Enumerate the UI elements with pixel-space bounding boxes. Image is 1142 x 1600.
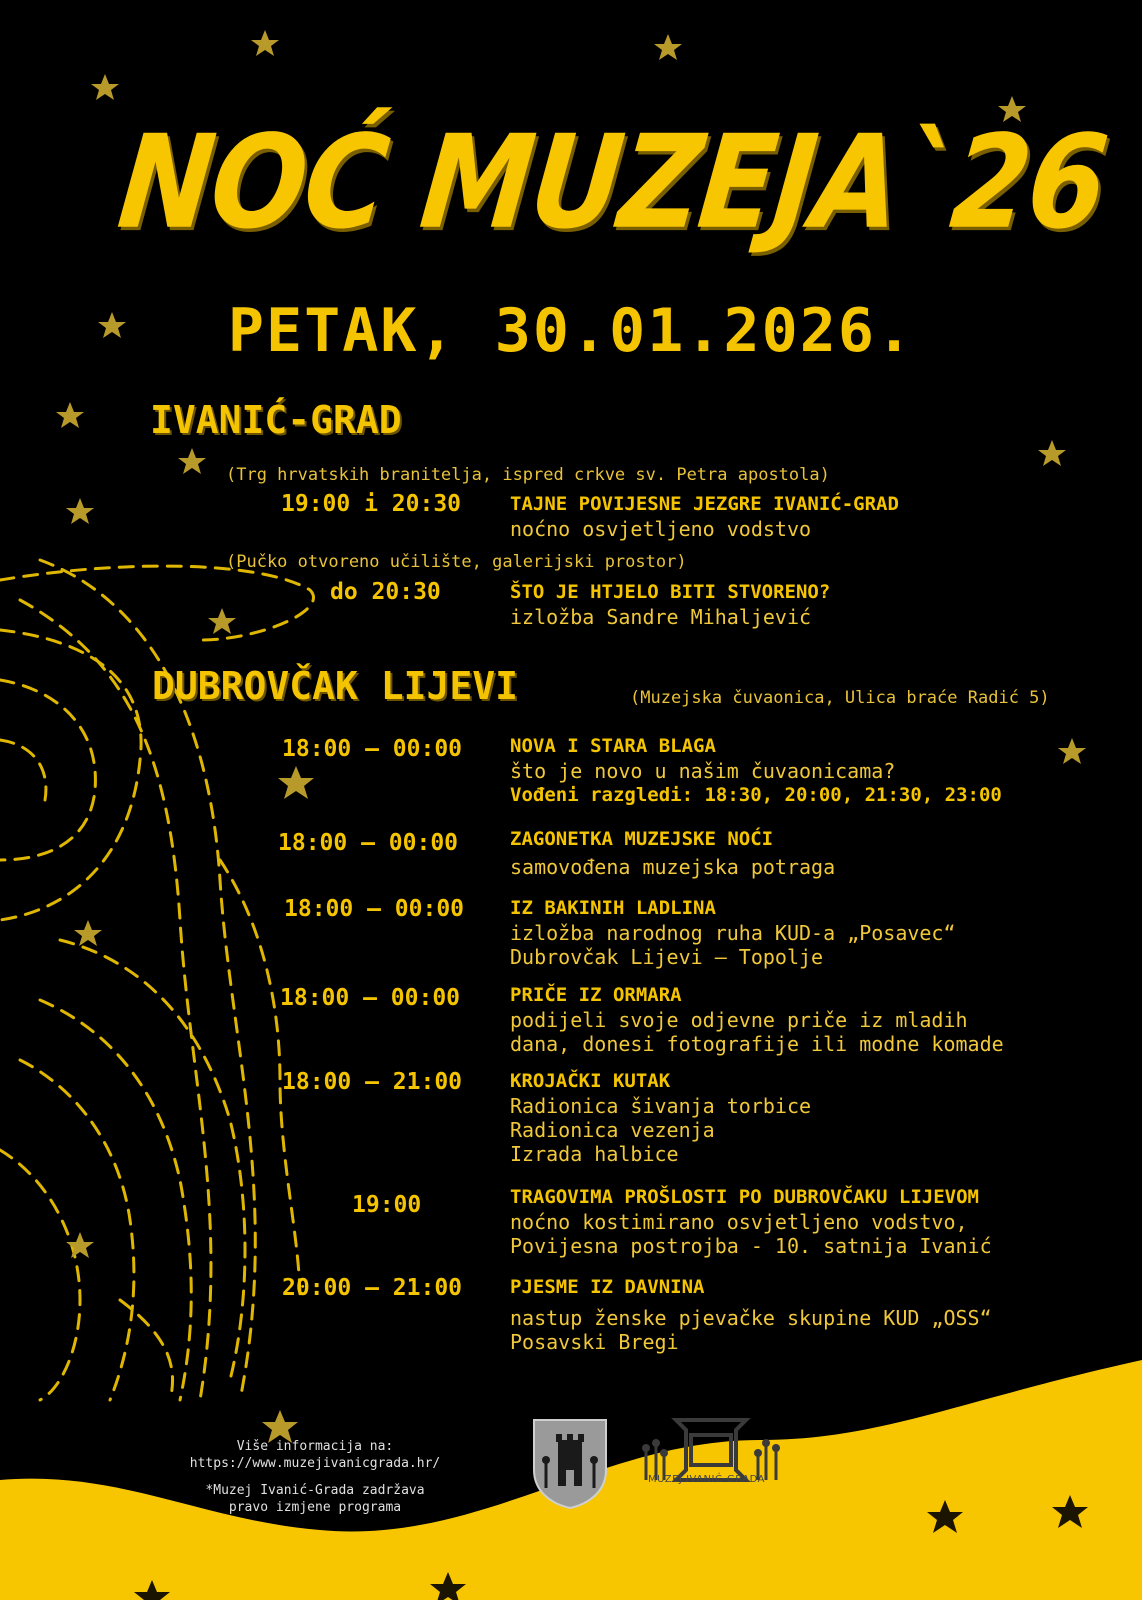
event-time: 19:00 i 20:30 bbox=[281, 491, 462, 517]
event-name: TRAGOVIMA PROŠLOSTI PO DUBROVČAKU LIJEVOM bbox=[510, 1186, 979, 1208]
event-name: KROJAČKI KUTAK bbox=[510, 1070, 671, 1092]
event-description: Radionica vezenja bbox=[510, 1118, 715, 1142]
location-puckoo: (Pučko otvoreno učilište, galerijski prostor) bbox=[226, 552, 687, 572]
event-name: NOVA I STARA BLAGA bbox=[510, 735, 716, 757]
event-time: 18:00 – 00:00 bbox=[278, 830, 459, 856]
event-description: Dubrovčak Lijevi – Topolje bbox=[510, 945, 824, 969]
event-description: izložba narodnog ruha KUD-a „Posavec“ bbox=[510, 921, 956, 945]
event-name: ŠTO JE HTJELO BITI STVORENO? bbox=[510, 581, 831, 603]
event-time: 18:00 – 00:00 bbox=[280, 985, 461, 1011]
location-cuvaonica: (Muzejska čuvaonica, Ulica braće Radić 5) bbox=[630, 688, 1050, 708]
event-item bbox=[510, 827, 835, 879]
event-time: 20:00 – 21:00 bbox=[282, 1275, 463, 1301]
event-name: TAJNE POVIJESNE JEZGRE IVANIĆ-GRAD bbox=[510, 493, 899, 515]
event-item bbox=[510, 734, 1002, 808]
star-decorations bbox=[56, 30, 1113, 1600]
event-date: PETAK, 30.01.2026. bbox=[227, 296, 915, 366]
website-link[interactable]: https://www.muzejivanicgrada.hr/ bbox=[189, 1456, 441, 1471]
event-name: PRIČE IZ ORMARA bbox=[510, 984, 682, 1006]
disclaimer-line: *Muzej Ivanić-Grada zadržava bbox=[205, 1483, 425, 1498]
more-info-label: Više informacija na: bbox=[236, 1439, 394, 1454]
event-description: noćno osvjetljeno vodstvo bbox=[510, 517, 812, 541]
event-item bbox=[510, 580, 830, 629]
ivanic-grad-coat-of-arms-icon bbox=[532, 1418, 608, 1510]
event-time: 18:00 – 21:00 bbox=[282, 1069, 463, 1095]
event-item bbox=[510, 1069, 811, 1166]
event-item bbox=[510, 492, 899, 541]
event-item bbox=[510, 1275, 992, 1354]
event-description: izložba Sandre Mihaljević bbox=[510, 605, 812, 629]
event-name: PJESME IZ DAVNINA bbox=[510, 1276, 705, 1298]
event-item bbox=[510, 896, 956, 969]
event-description: dana, donesi fotografije ili modne komade bbox=[510, 1032, 1004, 1056]
event-description: podijeli svoje odjevne priče iz mladih bbox=[510, 1008, 968, 1032]
event-description: Izrada halbice bbox=[510, 1142, 679, 1166]
museum-caption: MUZEJ IVANIĆ-GRADA bbox=[648, 1474, 765, 1485]
section-heading-ivanic-grad: IVANIĆ-GRAD bbox=[150, 398, 402, 442]
event-time: 18:00 – 00:00 bbox=[282, 736, 463, 762]
event-description: Posavski Bregi bbox=[510, 1330, 679, 1354]
event-item bbox=[510, 1185, 992, 1258]
event-description: što je novo u našim čuvaonicama? bbox=[510, 759, 896, 783]
event-time: 19:00 bbox=[352, 1192, 422, 1218]
guided-tours-times: Vođeni razgledi: 18:30, 20:00, 21:30, 23:00 bbox=[510, 784, 1002, 806]
event-description: noćno kostimirano osvjetljeno vodstvo, bbox=[510, 1210, 968, 1234]
event-name: IZ BAKINIH LADLINA bbox=[510, 897, 716, 919]
event-description: samovođena muzejska potraga bbox=[510, 855, 836, 879]
event-description: Povijesna postrojba - 10. satnija Ivanić bbox=[510, 1234, 992, 1258]
event-name: ZAGONETKA MUZEJSKE NOĆI bbox=[510, 828, 774, 850]
event-description: Radionica šivanja torbice bbox=[510, 1094, 812, 1118]
footer-info bbox=[150, 1438, 480, 1516]
location-trg: (Trg hrvatskih branitelja, ispred crkve sv. Petra apostola) bbox=[226, 465, 830, 485]
event-time: 18:00 – 00:00 bbox=[284, 896, 465, 922]
section-heading-dubrovcak-lijevi: DUBROVČAK LIJEVI bbox=[152, 664, 519, 708]
event-item bbox=[510, 983, 1004, 1056]
event-title: NOĆ MUZEJA`26 bbox=[112, 108, 1113, 258]
event-description: nastup ženske pjevačke skupine KUD „OSS“ bbox=[510, 1306, 992, 1330]
disclaimer-line: pravo izmjene programa bbox=[228, 1500, 402, 1515]
event-time: do 20:30 bbox=[330, 579, 441, 605]
